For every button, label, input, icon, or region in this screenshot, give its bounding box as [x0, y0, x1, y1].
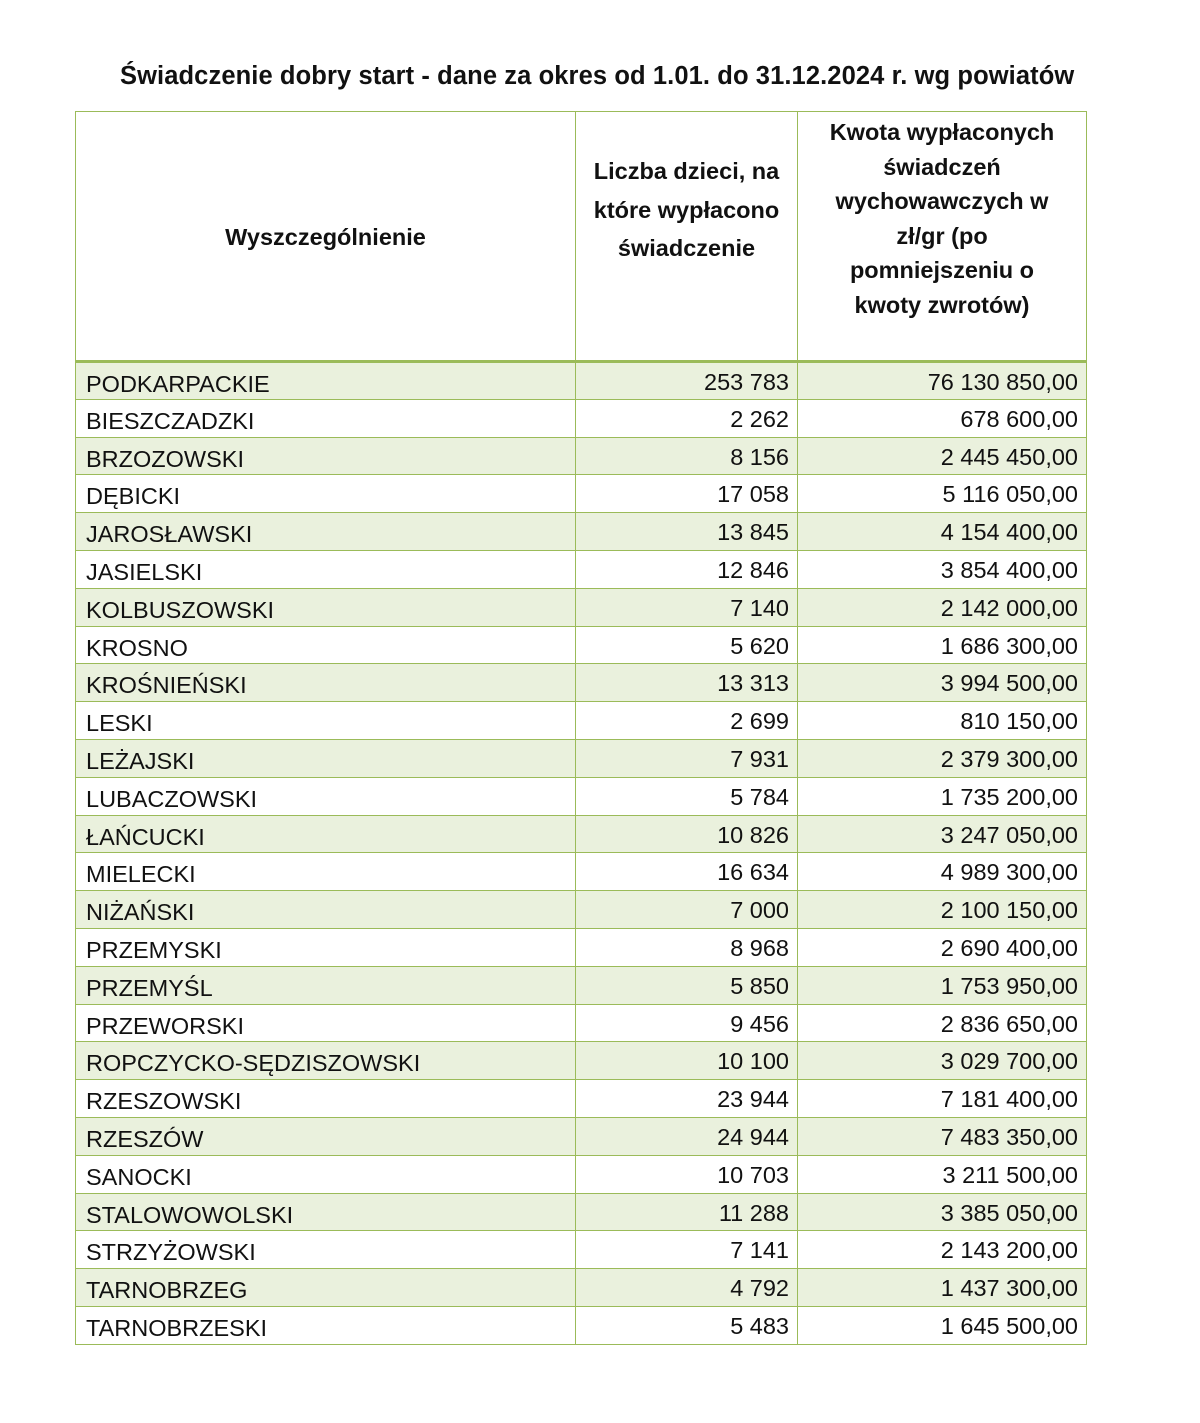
row-children-count: 16 634 — [576, 853, 798, 891]
table-row — [76, 1042, 1087, 1080]
row-children-count: 5 784 — [576, 777, 798, 815]
row-amount: 3 029 700,00 — [798, 1042, 1087, 1080]
row-children-count: 7 931 — [576, 739, 798, 777]
header-wyszczegolnienie: Wyszczególnienie — [76, 112, 576, 362]
table-row — [76, 1306, 1087, 1344]
row-children-count: 7 141 — [576, 1231, 798, 1269]
row-name: TARNOBRZEG — [76, 1269, 576, 1307]
header-kwota-line: Kwota wypłaconych — [829, 119, 1055, 145]
row-name: ROPCZYCKO-SĘDZISZOWSKI — [76, 1042, 576, 1080]
row-amount: 810 150,00 — [798, 702, 1087, 740]
row-children-count: 4 792 — [576, 1269, 798, 1307]
table-row — [76, 928, 1087, 966]
row-name: PRZEMYSKI — [76, 928, 576, 966]
header-kwota-line: zł/gr (po — [896, 222, 988, 249]
row-amount: 76 130 850,00 — [798, 362, 1087, 400]
header-kwota-line: wychowawczych w — [835, 188, 1049, 214]
row-children-count: 7 140 — [576, 588, 798, 626]
row-name: LEŻAJSKI — [76, 739, 576, 777]
header-kwota-line: kwoty zwrotów) — [854, 291, 1030, 318]
row-name: JASIELSKI — [76, 550, 576, 588]
row-children-count: 11 288 — [576, 1193, 798, 1231]
row-amount: 1 753 950,00 — [798, 966, 1087, 1004]
row-children-count: 2 262 — [576, 399, 798, 437]
row-children-count: 2 699 — [576, 702, 798, 740]
table-row — [76, 1269, 1087, 1307]
table-row — [76, 1080, 1087, 1118]
row-name: BRZOZOWSKI — [76, 437, 576, 475]
row-amount: 7 181 400,00 — [798, 1080, 1087, 1118]
row-amount: 3 385 050,00 — [798, 1193, 1087, 1231]
table-row — [76, 1231, 1087, 1269]
row-children-count: 24 944 — [576, 1117, 798, 1155]
row-children-count: 8 156 — [576, 437, 798, 475]
table-row — [76, 475, 1087, 513]
table-row — [76, 550, 1087, 588]
table-header-row — [76, 112, 1087, 362]
row-children-count: 5 483 — [576, 1306, 798, 1344]
table-row — [76, 1004, 1087, 1042]
row-name: RZESZOWSKI — [76, 1080, 576, 1118]
table-row — [76, 966, 1087, 1004]
row-amount: 3 994 500,00 — [798, 664, 1087, 702]
row-children-count: 17 058 — [576, 475, 798, 513]
row-amount: 7 483 350,00 — [798, 1117, 1087, 1155]
row-name: BIESZCZADZKI — [76, 399, 576, 437]
table-row — [76, 702, 1087, 740]
row-name: LUBACZOWSKI — [76, 777, 576, 815]
row-children-count: 253 783 — [576, 362, 798, 400]
row-amount: 4 989 300,00 — [798, 853, 1087, 891]
table-row — [76, 362, 1087, 400]
row-amount: 2 142 000,00 — [798, 588, 1087, 626]
row-amount: 4 154 400,00 — [798, 513, 1087, 551]
row-name: STRZYŻOWSKI — [76, 1231, 576, 1269]
row-amount: 2 100 150,00 — [798, 891, 1087, 929]
row-amount: 5 116 050,00 — [798, 475, 1087, 513]
table-row — [76, 437, 1087, 475]
row-name: KROŚNIEŃSKI — [76, 664, 576, 702]
row-name: JAROSŁAWSKI — [76, 513, 576, 551]
header-liczba-dzieci-line: świadczenie — [617, 235, 756, 261]
row-name: PODKARPACKIE — [76, 362, 576, 400]
header-liczba-dzieci — [576, 112, 798, 362]
page-title: Świadczenie dobry start - dane za okres od 1.01. do 31.12.2024 r. wg powiatów — [120, 62, 1075, 90]
row-name: TARNOBRZESKI — [76, 1306, 576, 1344]
row-children-count: 10 703 — [576, 1155, 798, 1193]
row-name: PRZEMYŚL — [76, 966, 576, 1004]
header-kwota-line: pomniejszeniu o — [849, 257, 1035, 283]
table-row — [76, 1155, 1087, 1193]
row-amount: 678 600,00 — [798, 399, 1087, 437]
row-children-count: 13 313 — [576, 664, 798, 702]
table-row — [76, 1193, 1087, 1231]
row-children-count: 10 100 — [576, 1042, 798, 1080]
row-name: LESKI — [76, 702, 576, 740]
table-row — [76, 1117, 1087, 1155]
row-children-count: 23 944 — [576, 1080, 798, 1118]
table-row — [76, 626, 1087, 664]
table-row — [76, 399, 1087, 437]
row-children-count: 9 456 — [576, 1004, 798, 1042]
table-row — [76, 891, 1087, 929]
row-amount: 2 445 450,00 — [798, 437, 1087, 475]
row-amount: 1 686 300,00 — [798, 626, 1087, 664]
row-children-count: 13 845 — [576, 513, 798, 551]
row-amount: 1 645 500,00 — [798, 1306, 1087, 1344]
row-amount: 1 437 300,00 — [798, 1269, 1087, 1307]
row-children-count: 5 620 — [576, 626, 798, 664]
row-amount: 2 690 400,00 — [798, 928, 1087, 966]
table-row — [76, 513, 1087, 551]
table-body — [76, 362, 1087, 1345]
row-children-count: 7 000 — [576, 891, 798, 929]
row-name: NIŻAŃSKI — [76, 891, 576, 929]
table-row — [76, 588, 1087, 626]
row-children-count: 12 846 — [576, 550, 798, 588]
row-amount: 2 836 650,00 — [798, 1004, 1087, 1042]
table-row — [76, 739, 1087, 777]
row-amount: 3 211 500,00 — [798, 1155, 1087, 1193]
data-table — [75, 111, 1087, 1345]
row-amount: 3 854 400,00 — [798, 550, 1087, 588]
row-amount: 3 247 050,00 — [798, 815, 1087, 853]
table-row — [76, 664, 1087, 702]
row-name: DĘBICKI — [76, 475, 576, 513]
row-name: KOLBUSZOWSKI — [76, 588, 576, 626]
header-liczba-dzieci-line: Liczba dzieci, na — [593, 158, 780, 184]
row-name: RZESZÓW — [76, 1117, 576, 1155]
row-children-count: 10 826 — [576, 815, 798, 853]
row-children-count: 8 968 — [576, 928, 798, 966]
row-name: ŁAŃCUCKI — [76, 815, 576, 853]
row-amount: 2 143 200,00 — [798, 1231, 1087, 1269]
header-kwota — [798, 112, 1087, 362]
row-name: KROSNO — [76, 626, 576, 664]
row-name: MIELECKI — [76, 853, 576, 891]
row-name: PRZEWORSKI — [76, 1004, 576, 1042]
row-children-count: 5 850 — [576, 966, 798, 1004]
row-amount: 1 735 200,00 — [798, 777, 1087, 815]
header-liczba-dzieci-line: które wypłacono — [593, 196, 780, 223]
row-name: STALOWOWOLSKI — [76, 1193, 576, 1231]
row-name: SANOCKI — [76, 1155, 576, 1193]
header-kwota-line: świadczeń — [883, 153, 1001, 180]
table-row — [76, 777, 1087, 815]
table-row — [76, 853, 1087, 891]
row-amount: 2 379 300,00 — [798, 739, 1087, 777]
table-row — [76, 815, 1087, 853]
